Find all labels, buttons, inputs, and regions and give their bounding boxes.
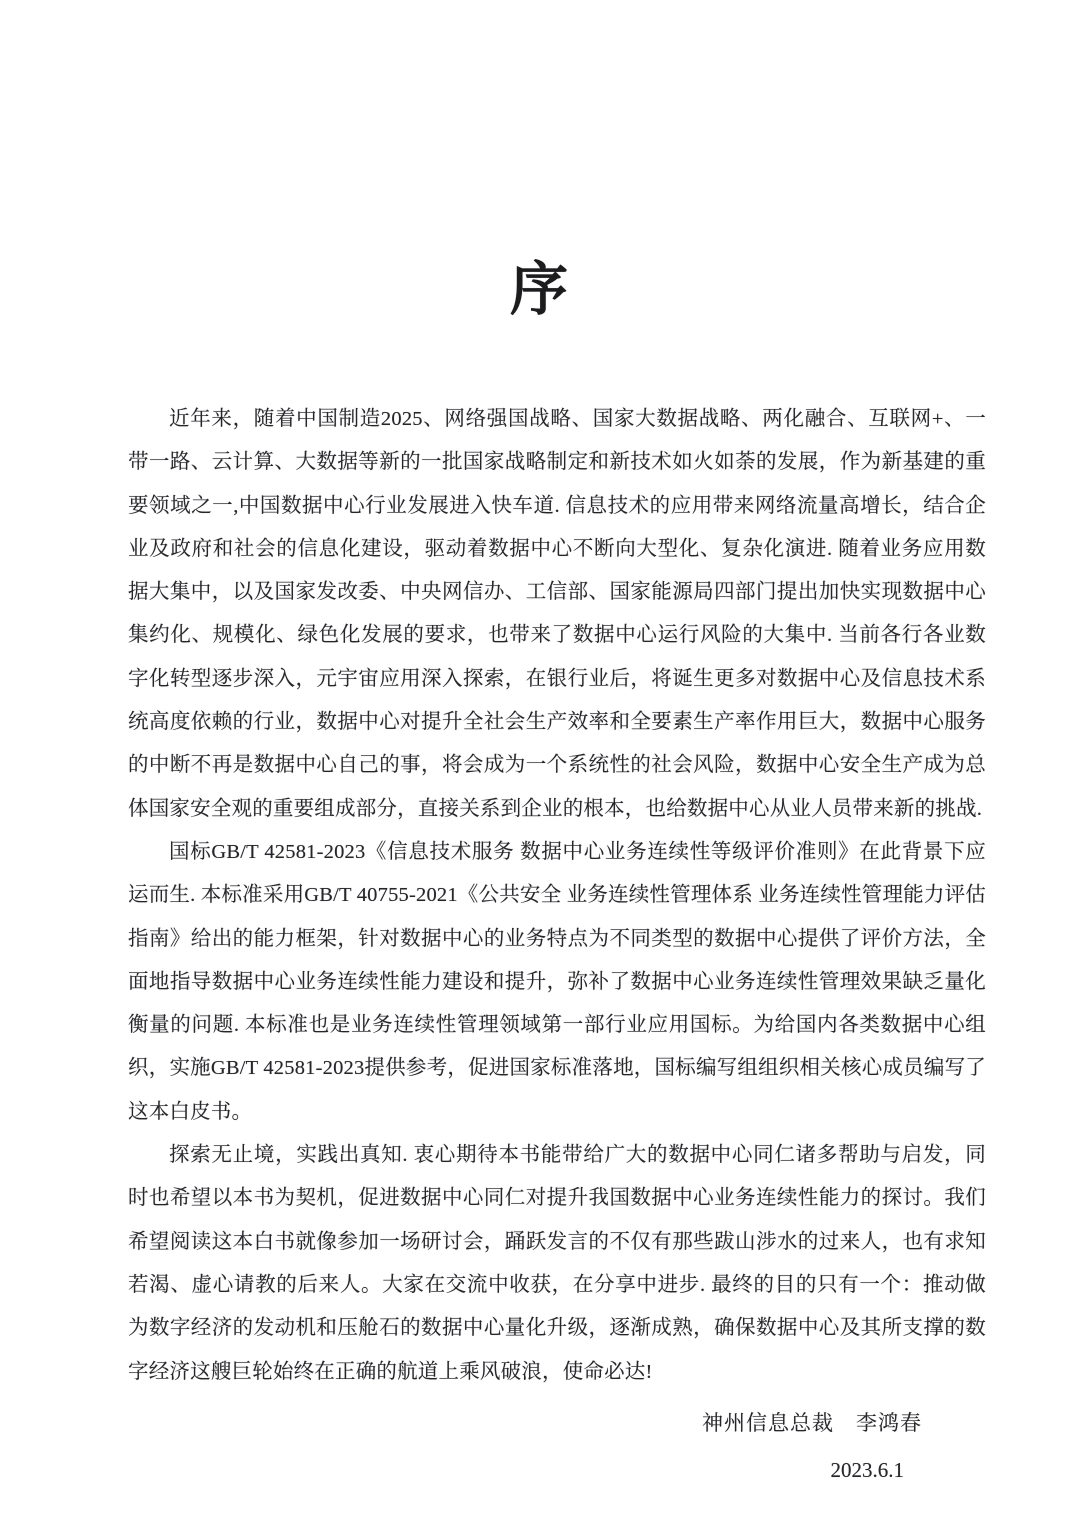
body-paragraph: 探索无止境，实践出真知. 衷心期待本书能带给广大的数据中心同仁诸多帮助与启发，同时也希望以本书为契机，促进数据中心同仁对提升我国数据中心业务连续性能力的探讨。我们希望阅读这本白书就像参加一场研讨会，踊跃发言的不仅有那些跋山涉水的过来人，也有求知若渴、虚心请教的后来人。大家在交流中收获，在分享中进步. 最终的目的只有一个：推动做为数字经济的发动机和压舱石的数据中心量化升级，逐渐成熟，确保数据中心及其所支撑的数字经济这艘巨轮始终在正确的航道上乘风破浪，使命必达! [128,1144,986,1383]
signature-date: 2023.6.1 [830,1457,904,1482]
body-paragraph: 近年来，随着中国制造2025、网络强国战略、国家大数据战略、两化融合、互联网+、一带一路、云计算、大数据等新的一批国家战略制定和新技术如火如荼的发展，作为新基建的重要领域之一,中国数据中心行业发展进入快车道. 信息技术的应用带来网络流量高增长，结合企业及政府和社会的信息化建设，驱动着数据中心不断向大型化、复杂化演进. 随着业务应用数据大集中，以及国家发改委、中央网信办、工信部、国家能源局四部门提出加快实现数据中心集约化、规模化、绿色化发展的要求，也带来了数据中心运行风险的大集中. 当前各行各业数字化转型逐步深入，元宇宙应用深入探索，在银行业后，将诞生更多对数据中心及信息技术系统高度依赖的行业，数据中心对提升全社会生产效率和全要素生产率作用巨大，数据中心服务的中断不再是数据中心自己的事，将会成为一个系统性的社会风险，数据中心安全生产成为总体国家安全观的重要组成部分，直接关系到企业的根本，也给数据中心从业人员带来新的挑战. [128,408,986,820]
signature-line: 神州信息总裁 李鸿春 [702,1410,922,1435]
signature-block [0,1402,1080,1492]
page-title: 序 [509,257,570,322]
preface-body [0,398,1080,1394]
body-paragraph: 国标GB/T 42581-2023《信息技术服务 数据中心业务连续性等级评价准则》在此背景下应运而生. 本标准采用GB/T 40755-2021《公共安全 业务连续性管理体系 业务连续性管理能力评估指南》给出的能力框架，针对数据中心的业务特点为不同类型的数据中心提供了评价方法，全面地指导数据中心业务连续性能力建设和提升，弥补了数据中心业务连续性管理效果缺乏量化衡量的问题. 本标准也是业务连续性管理领域第一部行业应用国标。为给国内各类数据中心组织，实施GB/T 42581-2023提供参考，促进国家标准落地，国标编写组组织相关核心成员编写了这本白皮书。 [128,840,986,1123]
